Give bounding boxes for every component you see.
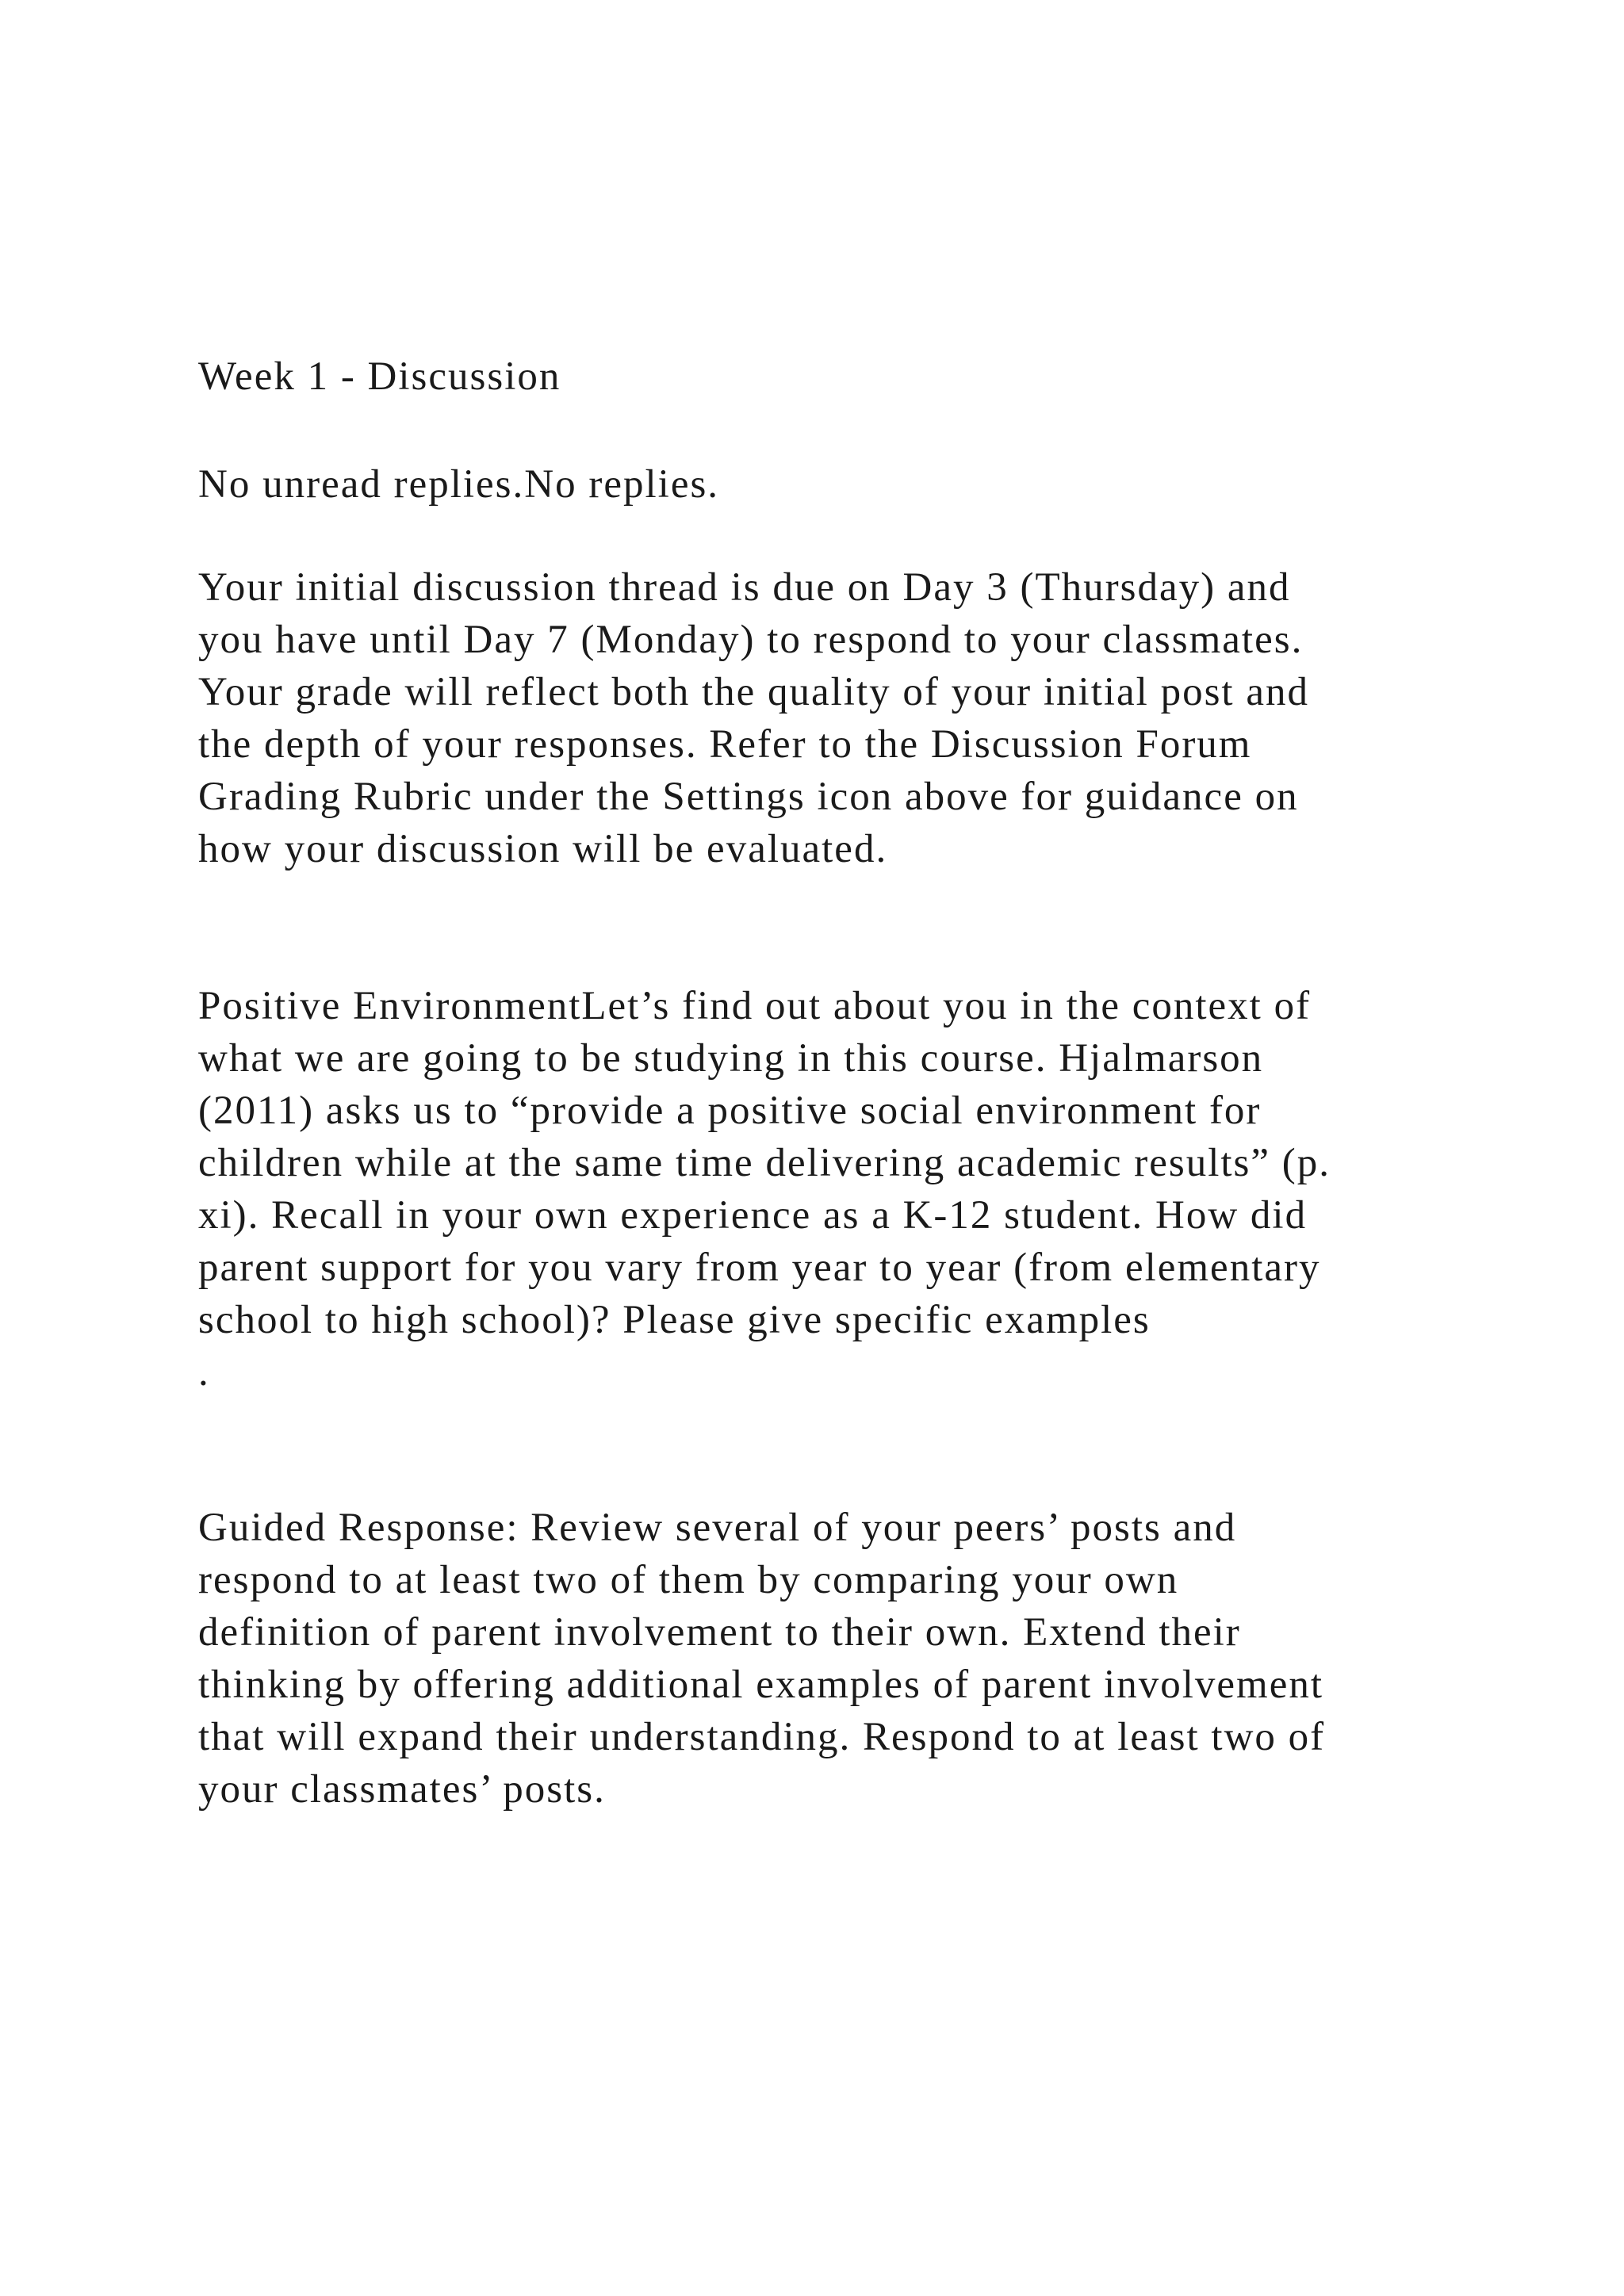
guided-response-line: respond to at least two of them by comparing your own [198,1558,1179,1602]
instructions-line: how your discussion will be evaluated. [198,827,888,871]
instructions-line: you have until Day 7 (Monday) to respond to your classmates. [198,618,1304,662]
prompt-line: xi). Recall in your own experience as a K-12 student. How did [198,1193,1308,1238]
guided-response-line: thinking by offering additional examples of parent involvement [198,1663,1323,1707]
prompt-line: (2011) asks us to “provide a positive social environment for [198,1089,1262,1133]
guided-response-line: your classmates’ posts. [198,1767,606,1812]
prompt-line: parent support for you vary from year to year (from elementary [198,1246,1321,1290]
prompt-line: children while at the same time delivering academic results” (p. [198,1141,1331,1185]
page-title: Week 1 - Discussion [198,354,561,399]
guided-response-line: definition of parent involvement to their own. Extend their [198,1610,1241,1655]
prompt-line: . [198,1350,210,1395]
guided-response-line: that will expand their understanding. Respond to at least two of [198,1715,1326,1759]
guided-response-line: Guided Response: Review several of your peers’ posts and [198,1506,1237,1550]
prompt-line: school to high school)? Please give specific examples [198,1298,1151,1342]
instructions-line: Grading Rubric under the Settings icon above for guidance on [198,775,1299,819]
instructions-line: Your grade will reflect both the quality of your initial post and [198,670,1309,714]
prompt-line: Positive EnvironmentLet’s find out about you in the context of [198,984,1312,1028]
instructions-line: the depth of your responses. Refer to the Discussion Forum [198,722,1252,767]
reply-status: No unread replies.No replies. [198,462,720,507]
prompt-line: what we are going to be studying in this course. Hjalmarson [198,1036,1264,1081]
instructions-line: Your initial discussion thread is due on Day 3 (Thursday) and [198,565,1291,610]
